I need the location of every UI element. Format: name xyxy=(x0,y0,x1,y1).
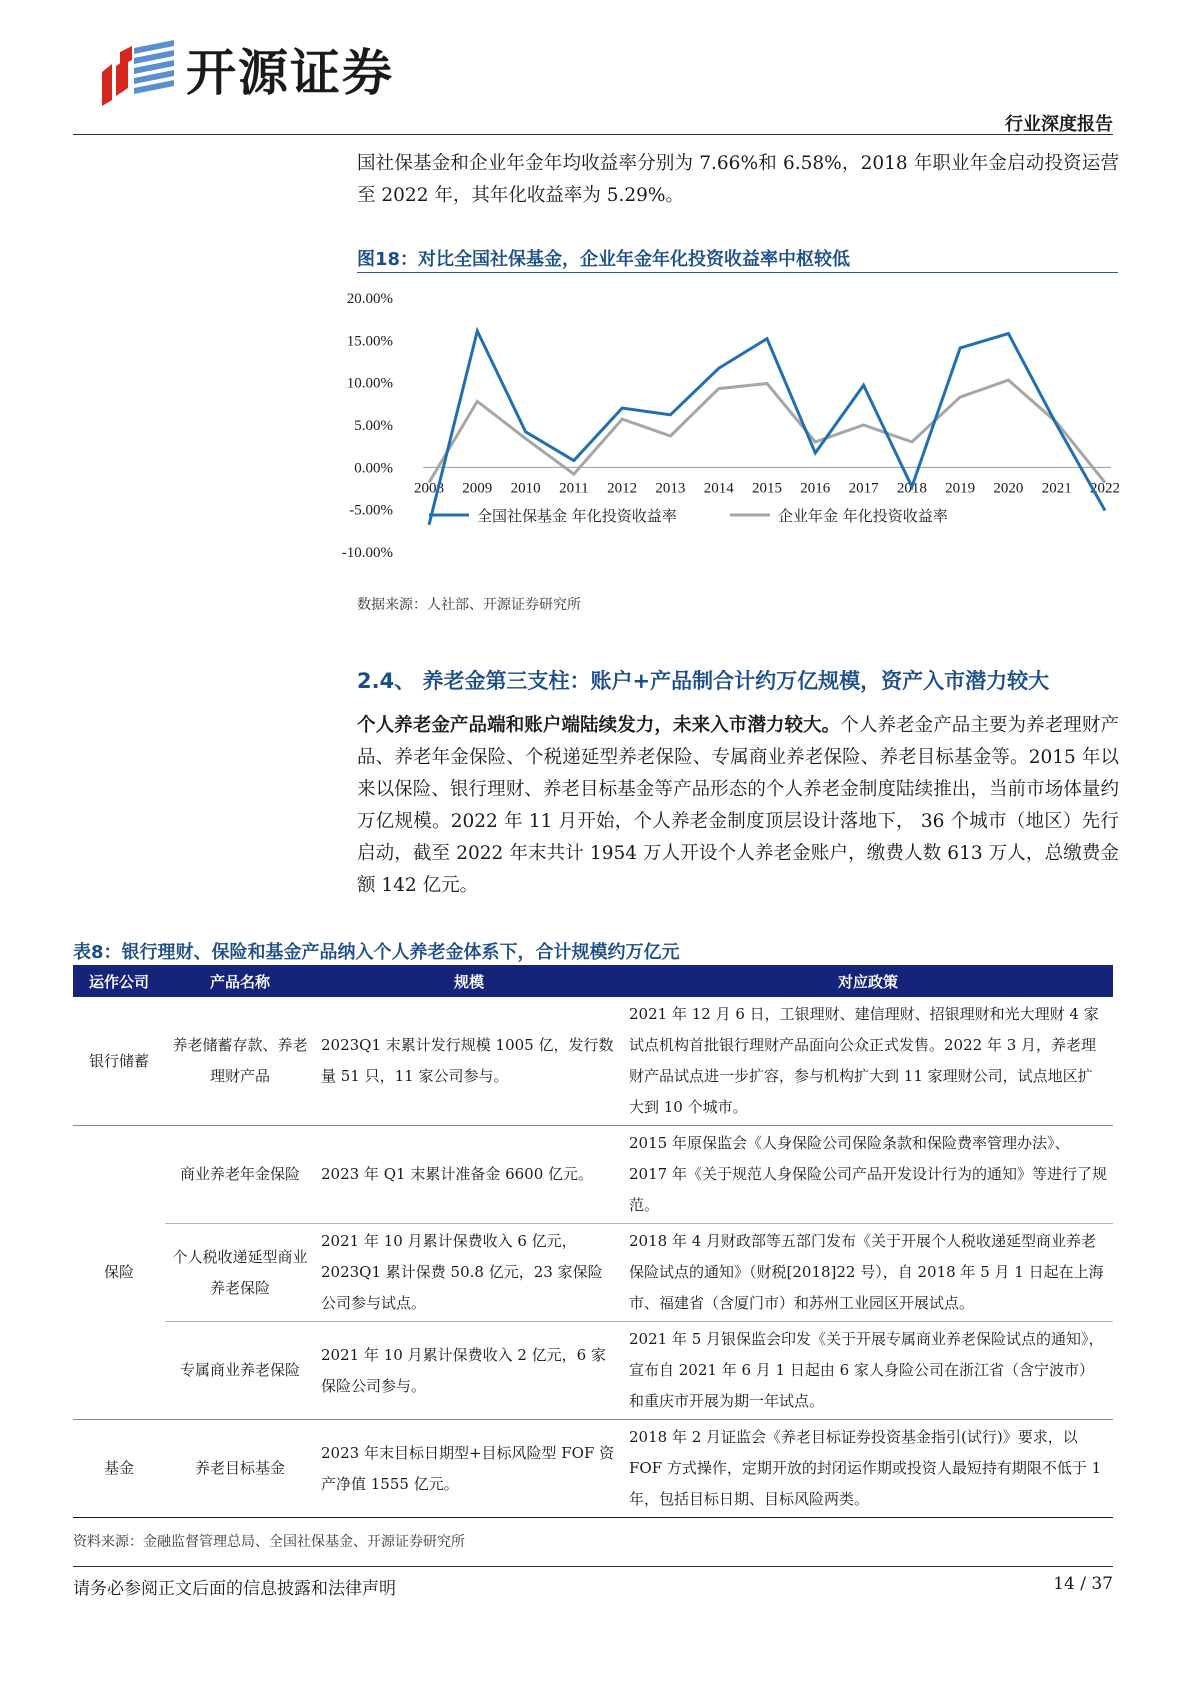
column-header: 运作公司 xyxy=(73,965,165,997)
scale-cell: 2021 年 10 月累计保费收入 2 亿元，6 家保险公司参与。 xyxy=(315,1322,623,1420)
table-row xyxy=(73,1126,1113,1224)
product-name-cell: 商业养老年金保险 xyxy=(165,1126,315,1224)
x-tick-label: 2021 xyxy=(1041,480,1072,497)
x-tick-label: 2018 xyxy=(896,480,927,497)
scale-cell: 2023 年末目标日期型+目标风险型 FOF 资产净值 1555 亿元。 xyxy=(315,1420,623,1518)
company-type-cell: 基金 xyxy=(73,1420,165,1518)
y-tick-label: 5.00% xyxy=(354,418,393,434)
x-tick-label: 2020 xyxy=(993,480,1024,497)
x-tick-label: 2017 xyxy=(848,480,879,497)
x-tick-label: 2015 xyxy=(752,480,782,497)
line-chart xyxy=(341,280,1120,585)
section-body-paragraph xyxy=(357,710,1119,902)
column-header: 产品名称 xyxy=(165,965,315,997)
chart-source-note: 数据来源：人社部、开源证券研究所 xyxy=(357,597,581,613)
x-tick-label: 2012 xyxy=(607,480,638,497)
header-divider xyxy=(73,134,1113,135)
product-name-cell: 养老储蓄存款、养老理财产品 xyxy=(165,997,315,1126)
table-row xyxy=(73,1420,1113,1518)
product-name-cell: 专属商业养老保险 xyxy=(165,1322,315,1420)
company-type-cell: 银行储蓄 xyxy=(73,997,165,1126)
y-tick-label: 10.00% xyxy=(346,375,393,392)
scale-cell: 2023Q1 末累计发行规模 1005 亿，发行数量 51 只，11 家公司参与。 xyxy=(315,997,623,1126)
policy-cell: 2018 年 4 月财政部等五部门发布《关于开展个人税收递延型商业养老保险试点的通知》（财税[2018]22 号），自 2018 年 5 月 1 日起在上海市、福建省（含厦门市）和苏州工业园区开展试点。 xyxy=(623,1224,1113,1322)
company-type-cell: 保险 xyxy=(73,1126,165,1420)
y-tick-label: 20.00% xyxy=(346,291,393,307)
section-heading: 2.4、 养老金第三支柱：账户+产品制合计约万亿规模，资产入市潜力较大 xyxy=(357,669,1050,693)
x-tick-label: 2016 xyxy=(800,480,831,497)
product-name-cell: 养老目标基金 xyxy=(165,1420,315,1518)
y-tick-label: 0.00% xyxy=(354,460,393,477)
policy-cell: 2018 年 2 月证监会《养老目标证券投资基金指引(试行)》要求，以 FOF 方式操作，定期开放的封闭运作期或投资人最短持有期限不低于 1 年，包括目标日期、目标风险两类。 xyxy=(623,1420,1113,1518)
table-source-note: 资料来源：金融监督管理总局、全国社保基金、开源证券研究所 xyxy=(73,1534,465,1550)
figure-title: 图18：对比全国社保基金，企业年金年化投资收益率中枢较低 xyxy=(357,249,851,270)
footer-disclaimer: 请务必参阅正文后面的信息披露和法律声明 xyxy=(73,1579,396,1599)
figure-title-divider xyxy=(357,272,1118,273)
x-tick-label: 2022 xyxy=(1090,480,1120,497)
product-name-cell: 个人税收递延型商业养老保险 xyxy=(165,1224,315,1322)
scale-cell: 2023 年 Q1 末累计准备金 6600 亿元。 xyxy=(315,1126,623,1224)
page-number: 14 / 37 xyxy=(1053,1574,1113,1594)
x-tick-label: 2010 xyxy=(510,480,541,497)
x-tick-label: 2008 xyxy=(414,480,444,497)
x-tick-label: 2014 xyxy=(703,480,734,497)
y-tick-label: 15.00% xyxy=(346,333,393,350)
brand-logo-icon xyxy=(98,38,178,106)
y-tick-label: -5.00% xyxy=(349,502,393,519)
table-row xyxy=(73,997,1113,1126)
table-title: 表8：银行理财、保险和基金产品纳入个人养老金体系下，合计规模约万亿元 xyxy=(73,942,680,963)
report-type-label: 行业深度报告 xyxy=(1005,114,1113,135)
policy-cell: 2021 年 12 月 6 日，工银理财、建信理财、招银理财和光大理财 4 家试点机构首批银行理财产品面向公众正式发售。2022 年 3 月，养老理财产品试点进一步扩容，参与机构扩大到 11 家理财公司，试点地区扩大到 10 个城市。 xyxy=(623,997,1113,1126)
section-lead-sentence: 个人养老金产品端和账户端陆续发力，未来入市潜力较大。 xyxy=(357,715,841,736)
table-header-row xyxy=(73,965,1113,997)
policy-cell: 2015 年原保监会《人身保险公司保险条款和保险费率管理办法》、2017 年《关于规范人身保险公司产品开发设计行为的通知》等进行了规范。 xyxy=(623,1126,1113,1224)
x-tick-label: 2011 xyxy=(559,480,589,497)
brand-name: 开源证券 xyxy=(186,44,394,102)
legend-label: 企业年金 年化投资收益率 xyxy=(778,507,948,525)
table-row xyxy=(73,1322,1113,1420)
table-row xyxy=(73,1224,1113,1322)
scale-cell: 2021 年 10 月累计保费收入 6 亿元，2023Q1 累计保费 50.8 亿元，23 家保险公司参与试点。 xyxy=(315,1224,623,1322)
x-tick-label: 2013 xyxy=(655,480,686,497)
intro-paragraph: 国社保基金和企业年金年均收益率分别为 7.66%和 6.58%，2018 年职业年金启动投资运营至 2022 年，其年化收益率为 5.29%。 xyxy=(357,153,1119,206)
legend-label: 全国社保基金 年化投资收益率 xyxy=(477,507,677,525)
x-tick-label: 2009 xyxy=(462,480,493,497)
x-tick-label: 2019 xyxy=(945,480,976,497)
column-header: 对应政策 xyxy=(623,965,1113,997)
y-tick-label: -10.00% xyxy=(341,545,393,561)
section-body-text: 个人养老金产品主要为养老理财产品、养老年金保险、个税递延型养老保险、专属商业养老保险、养老目标基金等。2015 年以来以保险、银行理财、养老目标基金等产品形态的个人养老金制度陆续推出，当前市场体量约万亿规模。2022 年 11 月开始，个人养老金制度顶层设计落地下， 36 个城市（地区）先行启动，截至 2022 年末共计 1954 万人开设个人养老金账户，缴费人数 613 万人，总缴费金额 142 亿元。 xyxy=(357,715,1119,896)
column-header: 规模 xyxy=(315,965,623,997)
pension-products-table xyxy=(73,965,1113,1518)
footer-divider xyxy=(73,1566,1113,1567)
policy-cell: 2021 年 5 月银保监会印发《关于开展专属商业养老保险试点的通知》，宣布自 2021 年 6 月 1 日起由 6 家人身险公司在浙江省（含宁波市）和重庆市开展为期一年试点。 xyxy=(623,1322,1113,1420)
